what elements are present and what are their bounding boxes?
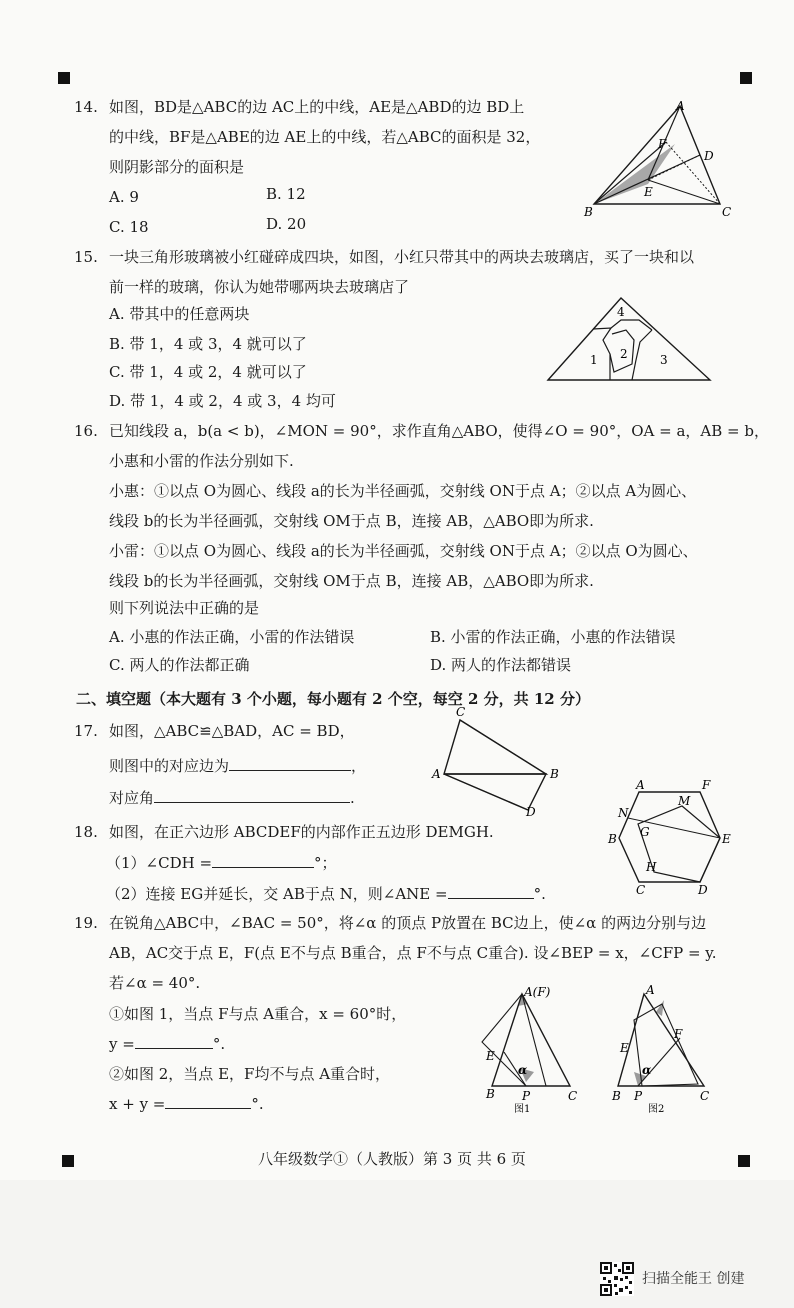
- q14-label-e: E: [644, 185, 653, 199]
- registration-mark-bottom-left: [62, 1155, 74, 1167]
- q15-piece-2-label: 2: [620, 347, 628, 361]
- q14-label-a: A: [676, 100, 685, 113]
- q18-part1-suffix: °；: [314, 854, 337, 872]
- q19-line7-prefix: x + y =: [109, 1095, 166, 1113]
- q19-fig1-label-alpha: α: [518, 1063, 528, 1077]
- q19-fig1-label-e: E: [486, 1049, 495, 1063]
- q18-label-b: B: [608, 832, 617, 846]
- q18-number: 18.: [74, 823, 98, 841]
- section-fill-in-heading: 二、填空题（本大题有 3 个小题，每小题有 2 个空，每空 2 分，共 12 分）: [76, 690, 590, 708]
- q17-segment-ad: [444, 774, 528, 810]
- q18-label-m: M: [678, 794, 691, 808]
- registration-mark-bottom-right: [738, 1155, 750, 1167]
- q14-number: 14.: [74, 98, 98, 116]
- q14-option-b: B. 12: [266, 185, 306, 203]
- q17-line2-suffix: ，: [351, 757, 367, 775]
- q19-figure-2: [608, 982, 718, 1118]
- q17-answer-blank-angles[interactable]: [154, 788, 350, 803]
- qr-code-icon: [600, 1262, 634, 1296]
- q15-broken-glass-figure: [544, 292, 714, 384]
- q14-label-f: F: [658, 137, 667, 151]
- q19-fig2-label-alpha: α: [642, 1063, 652, 1077]
- q19-fig2-label-a: A: [646, 983, 655, 997]
- q18-label-d: D: [698, 883, 708, 896]
- q19-text-line3: 若∠α = 40°.: [109, 974, 201, 992]
- q19-fig1-label-af: A(F): [524, 985, 551, 999]
- q17-number: 17.: [74, 722, 98, 740]
- q14-text-line2: 的中线，BF是△ABE的边 AE上的中线，若△ABC的面积是 32，: [109, 128, 541, 146]
- q18-label-a: A: [636, 778, 645, 792]
- scanner-watermark: 扫描全能王 创建: [642, 1271, 745, 1287]
- q19-fig2-segment-pf: [638, 1038, 680, 1086]
- q17-label-c: C: [456, 706, 466, 719]
- q14-label-c: C: [722, 205, 732, 219]
- q15-number: 15.: [74, 248, 98, 266]
- q15-piece-3-label: 3: [660, 353, 668, 367]
- q17-segment-cb: [460, 720, 546, 774]
- q19-fig2-label-c: C: [700, 1089, 710, 1103]
- q14-label-d: D: [704, 149, 714, 163]
- q18-answer-blank-ane[interactable]: [448, 884, 534, 899]
- q18-label-c: C: [636, 883, 646, 896]
- q19-number: 19.: [74, 914, 98, 932]
- q16-text-line5: 小雷：①以点 O为圆心、线段 a的长为半径画弧，交射线 ON于点 A；②以点 O为圆心、: [109, 542, 698, 560]
- q19-figure-1: [474, 982, 588, 1118]
- q19-fig1-label-b: B: [486, 1087, 495, 1101]
- q19-fig1-label-c: C: [568, 1089, 578, 1103]
- q19-answer-blank-xy[interactable]: [165, 1094, 251, 1109]
- q16-option-c: C. 两人的作法都正确: [109, 656, 250, 674]
- q16-text-line3: 小惠：①以点 O为圆心、线段 a的长为半径画弧，交射线 ON于点 A；②以点 A为圆心、: [109, 482, 697, 500]
- q15-text-line2: 前一样的玻璃，你认为她带哪两块去玻璃店了: [109, 278, 410, 296]
- q16-text-line7: 则下列说法中正确的是: [109, 599, 260, 617]
- q15-option-c: C. 带 1，4 或 2，4 就可以了: [109, 363, 307, 381]
- q17-label-a: A: [432, 767, 441, 781]
- q19-fig1-label-p: P: [522, 1089, 531, 1103]
- q18-label-f: F: [702, 778, 711, 792]
- q17-text-line1: 如图，△ABC≌△BAD，AC = BD，: [109, 722, 355, 740]
- q18-regular-hexagon: [619, 792, 720, 882]
- q18-part2-suffix: °.: [533, 885, 546, 903]
- q19-fig2-caption: 图2: [648, 1104, 665, 1115]
- registration-mark-top-left: [58, 72, 70, 84]
- q15-text-line1: 一块三角形玻璃被小红碰碎成四块，如图，小红只带其中的两块去玻璃店，买了一块和以: [109, 248, 695, 266]
- q17-triangle-abc: [444, 720, 546, 774]
- q18-part1: [106, 853, 337, 873]
- q14-triangle-figure: [580, 100, 740, 220]
- q19-fig2-label-f: F: [674, 1027, 683, 1041]
- q19-line5-suffix: °.: [212, 1035, 226, 1053]
- q14-option-a: A. 9: [109, 188, 139, 206]
- q16-text-line6: 线段 b的长为半径画弧，交射线 OM于点 B，连接 AB，△ABO即为所求.: [109, 572, 594, 590]
- q18-label-g: G: [640, 825, 650, 839]
- q14-shaded-region: [594, 144, 675, 204]
- q18-label-n: N: [618, 806, 629, 820]
- q17-label-b: B: [550, 767, 559, 781]
- q19-text-line4: ①如图 1，当点 F与点 A重合，x = 60°时，: [109, 1005, 407, 1023]
- q19-text-line7: [109, 1094, 264, 1114]
- registration-mark-top-right: [740, 72, 752, 84]
- q17-line2-prefix: 则图中的对应边为: [109, 757, 230, 775]
- q14-segment-ec: [648, 180, 720, 204]
- q18-part2-prefix: （2）连接 EG并延长，交 AB于点 N，则∠ANE =: [106, 885, 448, 903]
- q19-fig2-label-p: P: [634, 1089, 643, 1103]
- q19-line5-prefix: y =: [109, 1035, 135, 1053]
- q17-answer-blank-sides[interactable]: [229, 756, 351, 771]
- q18-part2: [106, 884, 546, 904]
- q18-label-e: E: [722, 832, 731, 846]
- q16-option-a: A. 小惠的作法正确，小雷的作法错误: [109, 628, 355, 646]
- q14-triangle-abc: [594, 106, 720, 204]
- q14-text-line3: 则阴影部分的面积是: [109, 158, 245, 176]
- page-footer: 八年级数学①（人教版）第 3 页 共 6 页: [258, 1150, 526, 1168]
- q15-crack-right: [632, 330, 652, 380]
- q17-congruent-triangles-figure: [430, 706, 560, 818]
- q15-option-b: B. 带 1，4 或 3，4 就可以了: [109, 335, 307, 353]
- q16-option-d: D. 两人的作法都错误: [430, 656, 572, 674]
- q19-fig2-label-b: B: [612, 1089, 621, 1103]
- q18-answer-blank-cdh[interactable]: [212, 853, 314, 868]
- q17-line3-prefix: 对应角: [109, 789, 155, 807]
- q14-label-b: B: [584, 205, 593, 219]
- q17-text-line2: [109, 756, 366, 776]
- q19-line7-suffix: °.: [251, 1095, 264, 1113]
- q16-text-line2: 小惠和小雷的作法分别如下.: [109, 452, 294, 470]
- q15-piece-1-label: 1: [590, 353, 598, 367]
- q14-text-line1: 如图，BD是△ABC的边 AC上的中线，AE是△ABD的边 BD上: [109, 98, 525, 116]
- q19-fig2-label-e: E: [620, 1041, 629, 1055]
- q19-text-line2: AB，AC交于点 E，F(点 E不与点 B重合，点 F不与点 C重合). 设∠BEP = x，∠CFP = y.: [109, 944, 717, 962]
- q18-part1-prefix: （1）∠CDH =: [106, 854, 213, 872]
- q19-text-line5: [109, 1034, 225, 1054]
- q17-label-d: D: [526, 805, 536, 818]
- q19-fig1-angle-sheet: [482, 994, 546, 1086]
- q14-option-d: D. 20: [266, 215, 307, 233]
- q15-option-d: D. 带 1，4 或 2，4 或 3，4 均可: [109, 392, 336, 410]
- q17-line3-suffix: .: [350, 789, 355, 807]
- q18-text-line1: 如图，在正六边形 ABCDEF的内部作正五边形 DEMGH.: [109, 823, 494, 841]
- q16-number: 16.: [74, 422, 98, 440]
- q16-option-b: B. 小雷的作法正确，小惠的作法错误: [430, 628, 676, 646]
- q15-outer-triangle: [548, 298, 710, 380]
- q14-option-c: C. 18: [109, 218, 149, 236]
- q19-text-line1: 在锐角△ABC中，∠BAC = 50°，将∠α 的顶点 P放置在 BC边上，使∠α 的两边分别与边: [109, 914, 707, 932]
- q16-text-line1: 已知线段 a，b(a < b)，∠MON = 90°，求作直角△ABO，使得∠O = 90°，OA = a，AB = b，: [109, 422, 769, 440]
- q18-label-h: H: [646, 860, 657, 874]
- q16-text-line4: 线段 b的长为半径画弧，交射线 OM于点 B，连接 AB，△ABO即为所求.: [109, 512, 594, 530]
- q18-hexagon-pentagon-figure: [604, 778, 734, 896]
- q15-option-a: A. 带其中的任意两块: [109, 305, 250, 323]
- q17-text-line3: [109, 788, 355, 808]
- q19-text-line6: ②如图 2，当点 E，F均不与点 A重合时，: [109, 1065, 391, 1083]
- q15-piece-4-label: 4: [617, 305, 625, 319]
- q19-fig1-caption: 图1: [514, 1104, 531, 1115]
- q19-answer-blank-y[interactable]: [135, 1034, 213, 1049]
